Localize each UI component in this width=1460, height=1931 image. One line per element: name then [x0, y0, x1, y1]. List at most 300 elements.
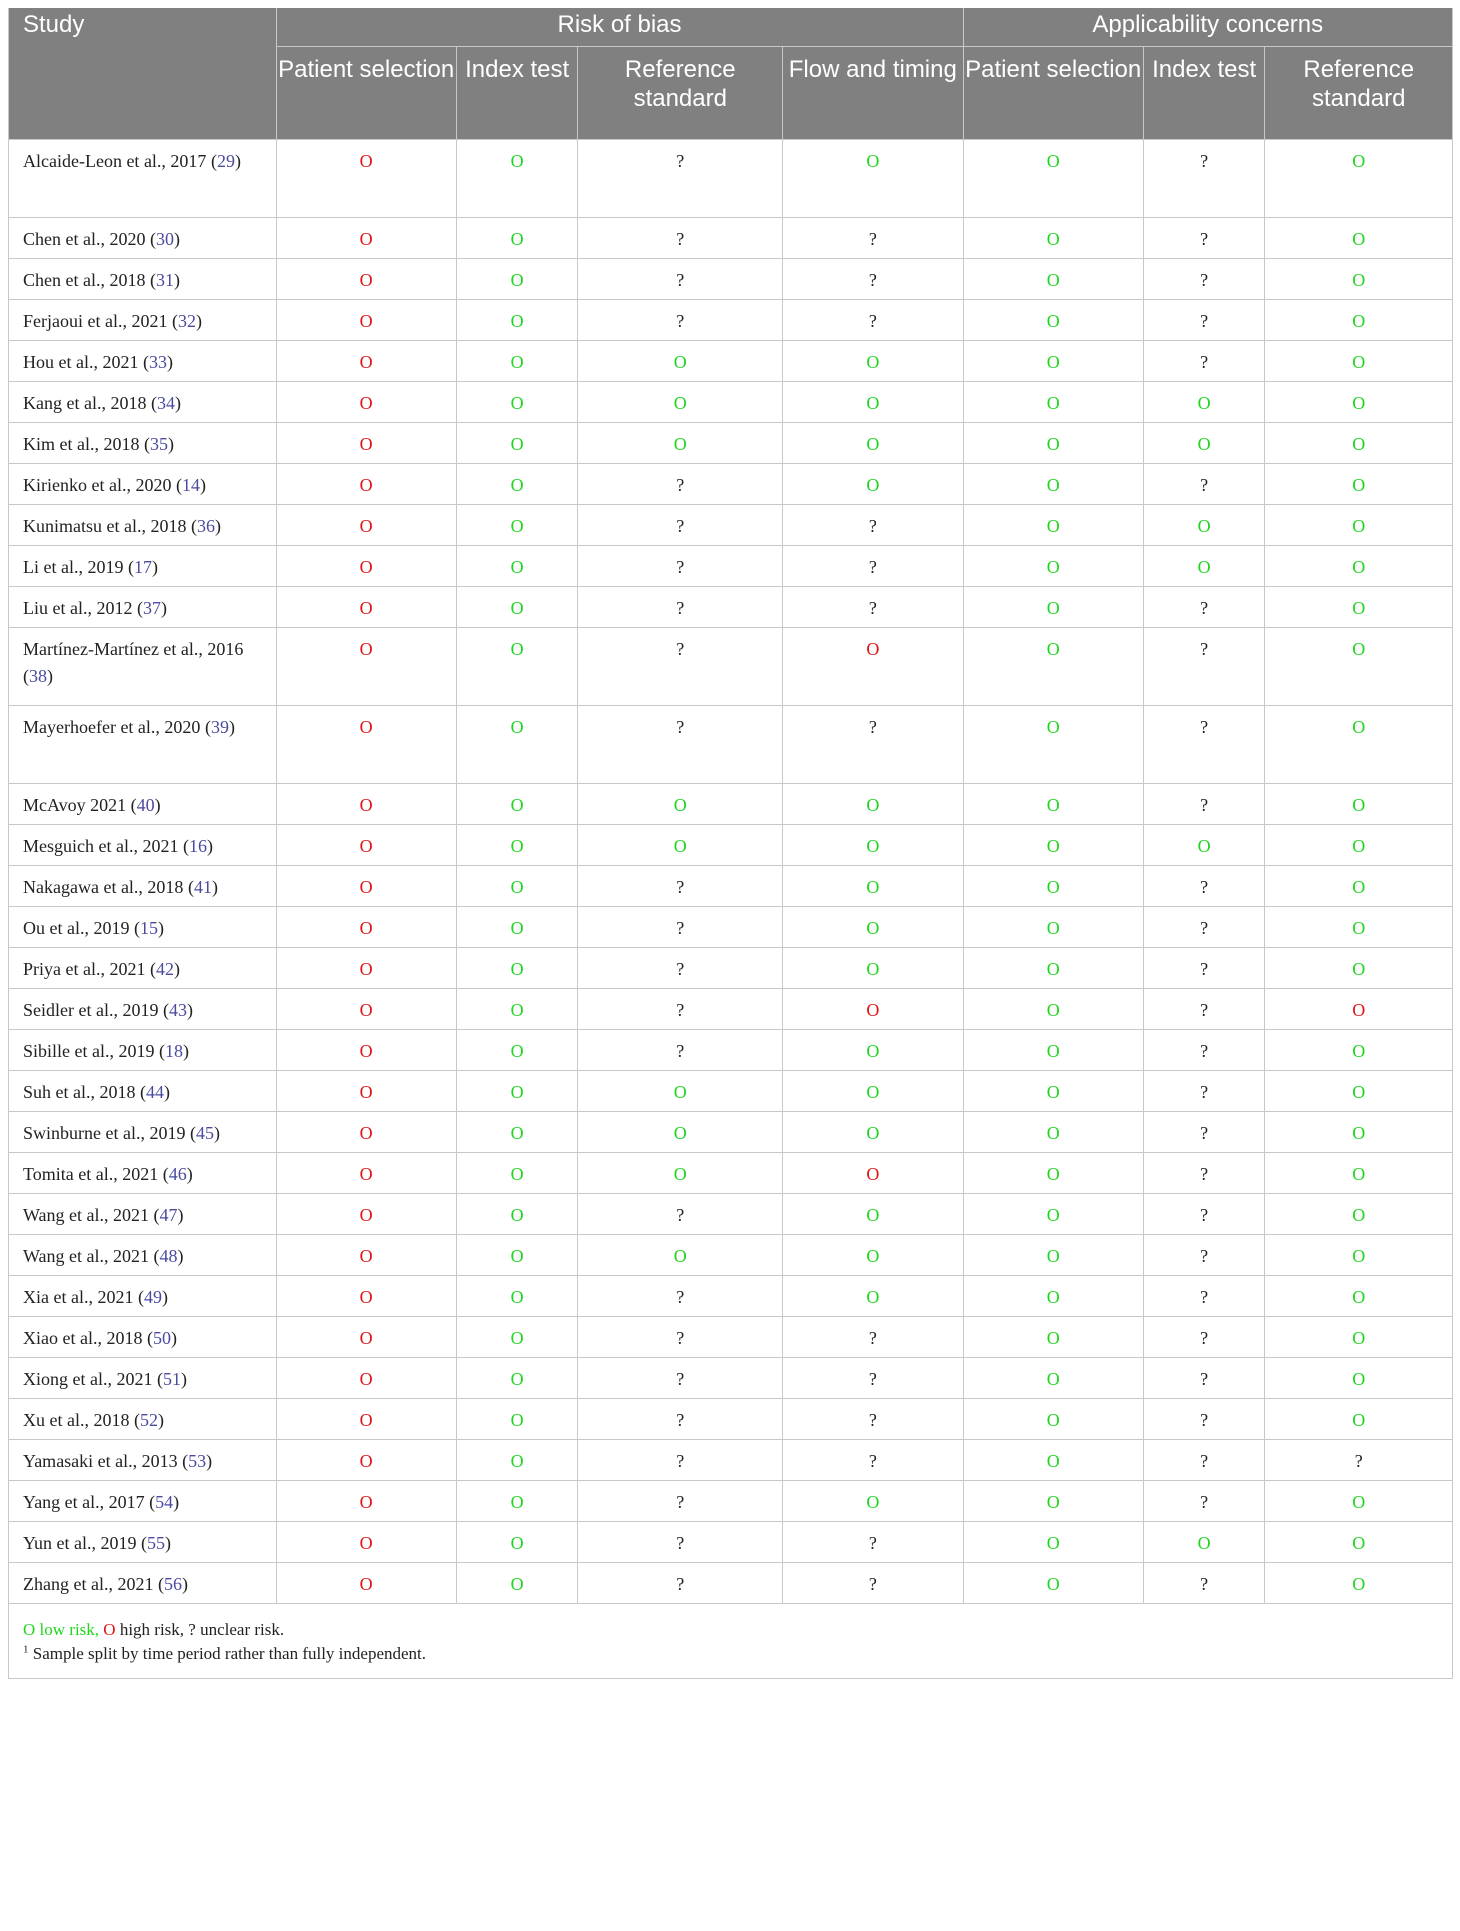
reference-link[interactable]: 48: [159, 1246, 178, 1266]
rating-index-test-low: O: [456, 989, 578, 1030]
rating-app-reference-standard-high: O: [1265, 989, 1453, 1030]
rating-app-index-test-unclear: ?: [1143, 1071, 1265, 1112]
header-col-patient-selection: Patient selection: [276, 47, 456, 140]
study-cell: Xiao et al., 2018 (50): [9, 1317, 277, 1358]
rating-reference-standard-unclear: ?: [578, 1440, 783, 1481]
study-name: Mayerhoefer et al., 2020: [23, 717, 201, 737]
reference-link[interactable]: 55: [146, 1533, 165, 1553]
study-name: Xiong et al., 2021: [23, 1369, 153, 1389]
rating-app-patient-selection-low: O: [963, 948, 1143, 989]
study-cell: Xiong et al., 2021 (51): [9, 1358, 277, 1399]
rating-flow-and-timing-high: O: [783, 1153, 963, 1194]
rating-index-test-low: O: [456, 1276, 578, 1317]
rating-app-index-test-unclear: ?: [1143, 464, 1265, 505]
rating-app-reference-standard-low: O: [1265, 259, 1453, 300]
rating-index-test-low: O: [456, 341, 578, 382]
rating-index-test-low: O: [456, 587, 578, 628]
table-row: [9, 825, 1453, 866]
table-header: [9, 8, 1453, 140]
legend-line: [23, 1618, 1438, 1642]
rating-app-reference-standard-low: O: [1265, 546, 1453, 587]
table-row: [9, 907, 1453, 948]
rating-patient-selection-high: O: [276, 866, 456, 907]
rating-index-test-low: O: [456, 825, 578, 866]
rating-app-patient-selection-low: O: [963, 423, 1143, 464]
reference-link[interactable]: 47: [159, 1205, 178, 1225]
rating-index-test-low: O: [456, 505, 578, 546]
reference-link[interactable]: 54: [155, 1492, 174, 1512]
reference-link[interactable]: 40: [136, 795, 155, 815]
study-name: Hou et al., 2021: [23, 352, 139, 372]
reference-link[interactable]: 33: [148, 352, 167, 372]
table-row: [9, 948, 1453, 989]
rating-patient-selection-high: O: [276, 546, 456, 587]
rating-app-patient-selection-low: O: [963, 1153, 1143, 1194]
rating-app-reference-standard-low: O: [1265, 1030, 1453, 1071]
rating-index-test-low: O: [456, 706, 578, 784]
rating-patient-selection-high: O: [276, 989, 456, 1030]
table-row: [9, 259, 1453, 300]
study-name: Kang et al., 2018: [23, 393, 147, 413]
rating-app-patient-selection-low: O: [963, 1522, 1143, 1563]
rating-app-reference-standard-low: O: [1265, 1112, 1453, 1153]
study-cell: McAvoy 2021 (40): [9, 784, 277, 825]
rating-index-test-low: O: [456, 948, 578, 989]
table-row: [9, 423, 1453, 464]
rating-reference-standard-unclear: ?: [578, 628, 783, 706]
rating-index-test-low: O: [456, 423, 578, 464]
study-cell: Yun et al., 2019 (55): [9, 1522, 277, 1563]
reference-link[interactable]: 34: [156, 393, 175, 413]
rating-reference-standard-unclear: ?: [578, 1399, 783, 1440]
reference-link[interactable]: 56: [163, 1574, 182, 1594]
rating-app-reference-standard-low: O: [1265, 1522, 1453, 1563]
table-row: [9, 1317, 1453, 1358]
rating-index-test-low: O: [456, 1440, 578, 1481]
rating-patient-selection-high: O: [276, 1112, 456, 1153]
note-marker: 1: [23, 1643, 29, 1656]
legend-high-symbol: O: [103, 1620, 116, 1639]
rating-flow-and-timing-unclear: ?: [783, 1563, 963, 1604]
legend-low-text: low risk,: [35, 1620, 100, 1639]
reference-link[interactable]: 38: [29, 666, 47, 686]
rating-index-test-low: O: [456, 464, 578, 505]
rating-app-patient-selection-low: O: [963, 587, 1143, 628]
rating-patient-selection-high: O: [276, 825, 456, 866]
reference-link[interactable]: 14: [181, 475, 200, 495]
rating-app-reference-standard-low: O: [1265, 948, 1453, 989]
rating-index-test-low: O: [456, 300, 578, 341]
rating-app-reference-standard-low: O: [1265, 1276, 1453, 1317]
rating-app-reference-standard-low: O: [1265, 423, 1453, 464]
rating-flow-and-timing-low: O: [783, 464, 963, 505]
rating-reference-standard-unclear: ?: [578, 1030, 783, 1071]
rating-index-test-low: O: [456, 628, 578, 706]
rating-patient-selection-high: O: [276, 423, 456, 464]
study-name: Priya et al., 2021: [23, 959, 146, 979]
rating-index-test-low: O: [456, 1317, 578, 1358]
rating-app-index-test-unclear: ?: [1143, 1481, 1265, 1522]
table-row: [9, 382, 1453, 423]
rating-app-index-test-unclear: ?: [1143, 1276, 1265, 1317]
rating-app-patient-selection-low: O: [963, 784, 1143, 825]
rating-reference-standard-unclear: ?: [578, 464, 783, 505]
rating-reference-standard-unclear: ?: [578, 259, 783, 300]
rating-app-patient-selection-low: O: [963, 1276, 1143, 1317]
rating-reference-standard-low: O: [578, 825, 783, 866]
rating-app-reference-standard-low: O: [1265, 1358, 1453, 1399]
rating-patient-selection-high: O: [276, 1030, 456, 1071]
rating-app-patient-selection-low: O: [963, 341, 1143, 382]
study-cell: Xu et al., 2018 (52): [9, 1399, 277, 1440]
rating-app-reference-standard-low: O: [1265, 218, 1453, 259]
rating-reference-standard-unclear: ?: [578, 1481, 783, 1522]
reference-link[interactable]: 17: [133, 557, 152, 577]
rating-index-test-low: O: [456, 1153, 578, 1194]
rating-app-index-test-low: O: [1143, 546, 1265, 587]
study-cell: Kunimatsu et al., 2018 (36): [9, 505, 277, 546]
rating-app-reference-standard-low: O: [1265, 587, 1453, 628]
rating-app-index-test-unclear: ?: [1143, 1153, 1265, 1194]
rating-index-test-low: O: [456, 140, 578, 218]
rating-app-index-test-unclear: ?: [1143, 1030, 1265, 1071]
rating-index-test-low: O: [456, 1522, 578, 1563]
study-cell: Priya et al., 2021 (42): [9, 948, 277, 989]
study-name: Suh et al., 2018: [23, 1082, 136, 1102]
study-cell: Chen et al., 2018 (31): [9, 259, 277, 300]
rating-reference-standard-unclear: ?: [578, 1358, 783, 1399]
rating-flow-and-timing-unclear: ?: [783, 546, 963, 587]
study-name: Yang et al., 2017: [23, 1492, 145, 1512]
rating-app-reference-standard-low: O: [1265, 866, 1453, 907]
header-risk-of-bias: Risk of bias: [276, 8, 963, 47]
study-cell: Kang et al., 2018 (34): [9, 382, 277, 423]
legend-low-symbol: O: [23, 1620, 36, 1639]
table-row: [9, 628, 1453, 706]
rating-index-test-low: O: [456, 1399, 578, 1440]
rating-app-patient-selection-low: O: [963, 866, 1143, 907]
study-name: Kirienko et al., 2020: [23, 475, 172, 495]
rating-reference-standard-unclear: ?: [578, 546, 783, 587]
rating-reference-standard-unclear: ?: [578, 907, 783, 948]
study-name: Wang et al., 2021: [23, 1205, 150, 1225]
study-cell: Sibille et al., 2019 (18): [9, 1030, 277, 1071]
reference-link[interactable]: 18: [164, 1041, 183, 1061]
rating-app-reference-standard-low: O: [1265, 300, 1453, 341]
table-row: [9, 1481, 1453, 1522]
rating-app-patient-selection-low: O: [963, 628, 1143, 706]
study-cell: Li et al., 2019 (17): [9, 546, 277, 587]
table-row: [9, 1153, 1453, 1194]
table-row: [9, 784, 1453, 825]
reference-link[interactable]: 16: [188, 836, 207, 856]
reference-link[interactable]: 36: [196, 516, 215, 536]
rating-app-reference-standard-low: O: [1265, 1194, 1453, 1235]
rating-app-reference-standard-low: O: [1265, 1071, 1453, 1112]
rating-app-reference-standard-low: O: [1265, 341, 1453, 382]
rating-flow-and-timing-low: O: [783, 1112, 963, 1153]
study-name: Seidler et al., 2019: [23, 1000, 159, 1020]
rating-flow-and-timing-unclear: ?: [783, 706, 963, 784]
rating-app-index-test-unclear: ?: [1143, 218, 1265, 259]
table-row: [9, 706, 1453, 784]
note-line: [23, 1642, 1438, 1666]
rating-app-index-test-unclear: ?: [1143, 1317, 1265, 1358]
table-row: [9, 546, 1453, 587]
rating-flow-and-timing-low: O: [783, 825, 963, 866]
rating-patient-selection-high: O: [276, 1358, 456, 1399]
rating-reference-standard-unclear: ?: [578, 140, 783, 218]
rating-app-patient-selection-low: O: [963, 1071, 1143, 1112]
rating-flow-and-timing-unclear: ?: [783, 1440, 963, 1481]
rating-app-patient-selection-low: O: [963, 505, 1143, 546]
rating-reference-standard-unclear: ?: [578, 1522, 783, 1563]
rating-flow-and-timing-low: O: [783, 1276, 963, 1317]
rating-index-test-low: O: [456, 1235, 578, 1276]
rating-patient-selection-high: O: [276, 784, 456, 825]
rating-app-reference-standard-low: O: [1265, 464, 1453, 505]
rating-reference-standard-unclear: ?: [578, 989, 783, 1030]
table-row: [9, 1112, 1453, 1153]
table-footer: [9, 1604, 1453, 1679]
rating-reference-standard-unclear: ?: [578, 1317, 783, 1358]
reference-link[interactable]: 50: [152, 1328, 171, 1348]
rating-app-reference-standard-low: O: [1265, 382, 1453, 423]
quadas-table-container: [8, 8, 1453, 1679]
study-name: Swinburne et al., 2019: [23, 1123, 186, 1143]
rating-app-index-test-unclear: ?: [1143, 341, 1265, 382]
study-cell: Yang et al., 2017 (54): [9, 1481, 277, 1522]
table-row: [9, 1399, 1453, 1440]
rating-index-test-low: O: [456, 1481, 578, 1522]
reference-link[interactable]: 32: [177, 311, 196, 331]
rating-flow-and-timing-low: O: [783, 140, 963, 218]
study-name: Ou et al., 2019: [23, 918, 130, 938]
rating-flow-and-timing-low: O: [783, 1071, 963, 1112]
rating-patient-selection-high: O: [276, 1440, 456, 1481]
study-name: Nakagawa et al., 2018: [23, 877, 184, 897]
rating-app-index-test-unclear: ?: [1143, 587, 1265, 628]
study-cell: Seidler et al., 2019 (43): [9, 989, 277, 1030]
study-cell: Kim et al., 2018 (35): [9, 423, 277, 464]
rating-app-reference-standard-low: O: [1265, 1235, 1453, 1276]
reference-link[interactable]: 49: [143, 1287, 162, 1307]
rating-index-test-low: O: [456, 1071, 578, 1112]
rating-app-patient-selection-low: O: [963, 1440, 1143, 1481]
reference-link[interactable]: 15: [139, 918, 158, 938]
study-name: Ferjaoui et al., 2021: [23, 311, 168, 331]
rating-index-test-low: O: [456, 382, 578, 423]
rating-flow-and-timing-low: O: [783, 423, 963, 464]
rating-index-test-low: O: [456, 1563, 578, 1604]
rating-app-index-test-unclear: ?: [1143, 1358, 1265, 1399]
rating-app-patient-selection-low: O: [963, 300, 1143, 341]
study-name: Yamasaki et al., 2013: [23, 1451, 178, 1471]
rating-flow-and-timing-low: O: [783, 948, 963, 989]
rating-patient-selection-high: O: [276, 1317, 456, 1358]
note-text: Sample split by time period rather than fully independent.: [28, 1644, 427, 1663]
rating-app-index-test-low: O: [1143, 505, 1265, 546]
reference-link[interactable]: 44: [146, 1082, 164, 1102]
table-row: [9, 587, 1453, 628]
rating-app-index-test-unclear: ?: [1143, 1235, 1265, 1276]
rating-app-index-test-low: O: [1143, 825, 1265, 866]
rating-app-reference-standard-low: O: [1265, 907, 1453, 948]
study-cell: Wang et al., 2021 (47): [9, 1194, 277, 1235]
rating-patient-selection-high: O: [276, 1153, 456, 1194]
study-cell: Suh et al., 2018 (44): [9, 1071, 277, 1112]
reference-link[interactable]: 31: [155, 270, 174, 290]
rating-reference-standard-low: O: [578, 784, 783, 825]
rating-flow-and-timing-low: O: [783, 866, 963, 907]
study-cell: Hou et al., 2021 (33): [9, 341, 277, 382]
rating-app-index-test-unclear: ?: [1143, 628, 1265, 706]
rating-reference-standard-low: O: [578, 423, 783, 464]
rating-app-index-test-low: O: [1143, 1522, 1265, 1563]
rating-app-reference-standard-low: O: [1265, 1481, 1453, 1522]
rating-app-index-test-unclear: ?: [1143, 300, 1265, 341]
study-name: Chen et al., 2020: [23, 229, 146, 249]
table-row: [9, 1071, 1453, 1112]
study-cell: Nakagawa et al., 2018 (41): [9, 866, 277, 907]
table-row: [9, 1522, 1453, 1563]
rating-app-reference-standard-low: O: [1265, 628, 1453, 706]
rating-flow-and-timing-low: O: [783, 1030, 963, 1071]
study-name: Sibille et al., 2019: [23, 1041, 155, 1061]
rating-reference-standard-unclear: ?: [578, 1563, 783, 1604]
study-cell: Ferjaoui et al., 2021 (32): [9, 300, 277, 341]
rating-app-patient-selection-low: O: [963, 1563, 1143, 1604]
table-row: [9, 1563, 1453, 1604]
rating-app-patient-selection-low: O: [963, 218, 1143, 259]
study-cell: Alcaide-Leon et al., 2017 (29): [9, 140, 277, 218]
reference-link[interactable]: 41: [193, 877, 212, 897]
rating-app-patient-selection-low: O: [963, 989, 1143, 1030]
study-cell: Swinburne et al., 2019 (45): [9, 1112, 277, 1153]
rating-patient-selection-high: O: [276, 587, 456, 628]
rating-app-index-test-unclear: ?: [1143, 866, 1265, 907]
rating-reference-standard-unclear: ?: [578, 866, 783, 907]
reference-link[interactable]: 42: [155, 959, 174, 979]
study-cell: Liu et al., 2012 (37): [9, 587, 277, 628]
rating-flow-and-timing-unclear: ?: [783, 505, 963, 546]
rating-patient-selection-high: O: [276, 948, 456, 989]
header-study: Study: [9, 8, 277, 140]
rating-flow-and-timing-unclear: ?: [783, 1522, 963, 1563]
rating-app-reference-standard-low: O: [1265, 706, 1453, 784]
rating-app-reference-standard-low: O: [1265, 1399, 1453, 1440]
rating-flow-and-timing-unclear: ?: [783, 259, 963, 300]
study-cell: Tomita et al., 2021 (46): [9, 1153, 277, 1194]
reference-link[interactable]: 29: [216, 151, 235, 171]
study-cell: Mesguich et al., 2021 (16): [9, 825, 277, 866]
study-name: Kunimatsu et al., 2018: [23, 516, 187, 536]
reference-link[interactable]: 37: [142, 598, 161, 618]
rating-app-index-test-unclear: ?: [1143, 1399, 1265, 1440]
rating-index-test-low: O: [456, 1358, 578, 1399]
rating-app-index-test-low: O: [1143, 382, 1265, 423]
rating-app-reference-standard-low: O: [1265, 1563, 1453, 1604]
study-cell: Martínez-Martínez et al., 2016 (38): [9, 628, 277, 706]
study-name: Wang et al., 2021: [23, 1246, 150, 1266]
rating-app-patient-selection-low: O: [963, 1112, 1143, 1153]
reference-link[interactable]: 46: [168, 1164, 187, 1184]
study-name: Zhang et al., 2021: [23, 1574, 154, 1594]
rating-app-patient-selection-low: O: [963, 1235, 1143, 1276]
rating-flow-and-timing-low: O: [783, 784, 963, 825]
reference-link[interactable]: 51: [162, 1369, 181, 1389]
rating-reference-standard-low: O: [578, 1235, 783, 1276]
rating-reference-standard-low: O: [578, 382, 783, 423]
rating-patient-selection-high: O: [276, 300, 456, 341]
study-cell: Wang et al., 2021 (48): [9, 1235, 277, 1276]
rating-app-reference-standard-unclear: ?: [1265, 1440, 1453, 1481]
study-cell: Zhang et al., 2021 (56): [9, 1563, 277, 1604]
rating-index-test-low: O: [456, 907, 578, 948]
rating-patient-selection-high: O: [276, 1522, 456, 1563]
study-cell: Ou et al., 2019 (15): [9, 907, 277, 948]
reference-link[interactable]: 39: [210, 717, 229, 737]
rating-app-index-test-unclear: ?: [1143, 1563, 1265, 1604]
rating-reference-standard-unclear: ?: [578, 218, 783, 259]
rating-app-reference-standard-low: O: [1265, 1153, 1453, 1194]
rating-flow-and-timing-unclear: ?: [783, 1399, 963, 1440]
study-name: Chen et al., 2018: [23, 270, 146, 290]
rating-app-index-test-unclear: ?: [1143, 140, 1265, 218]
table-row: [9, 1358, 1453, 1399]
rating-reference-standard-unclear: ?: [578, 505, 783, 546]
footnote: [9, 1604, 1453, 1679]
rating-app-index-test-unclear: ?: [1143, 1194, 1265, 1235]
rating-reference-standard-unclear: ?: [578, 1276, 783, 1317]
rating-patient-selection-high: O: [276, 907, 456, 948]
rating-index-test-low: O: [456, 546, 578, 587]
header-col-flow-and-timing: Flow and timing: [783, 47, 963, 140]
study-cell: Yamasaki et al., 2013 (53): [9, 1440, 277, 1481]
rating-reference-standard-low: O: [578, 1112, 783, 1153]
rating-index-test-low: O: [456, 784, 578, 825]
header-col-reference-standard-app: Reference standard: [1265, 47, 1453, 140]
rating-app-patient-selection-low: O: [963, 140, 1143, 218]
rating-patient-selection-high: O: [276, 140, 456, 218]
reference-link[interactable]: 45: [195, 1123, 214, 1143]
study-name: Xiao et al., 2018: [23, 1328, 143, 1348]
rating-reference-standard-low: O: [578, 1153, 783, 1194]
reference-link[interactable]: 35: [149, 434, 168, 454]
rating-patient-selection-high: O: [276, 1563, 456, 1604]
rating-patient-selection-high: O: [276, 706, 456, 784]
study-cell: Chen et al., 2020 (30): [9, 218, 277, 259]
rating-reference-standard-unclear: ?: [578, 587, 783, 628]
reference-link[interactable]: 30: [155, 229, 174, 249]
rating-flow-and-timing-low: O: [783, 382, 963, 423]
rating-patient-selection-high: O: [276, 218, 456, 259]
rating-app-patient-selection-low: O: [963, 1194, 1143, 1235]
study-name: Alcaide-Leon et al., 2017: [23, 151, 207, 171]
reference-link[interactable]: 52: [139, 1410, 158, 1430]
rating-index-test-low: O: [456, 259, 578, 300]
reference-link[interactable]: 43: [168, 1000, 187, 1020]
rating-flow-and-timing-low: O: [783, 1194, 963, 1235]
rating-flow-and-timing-unclear: ?: [783, 1358, 963, 1399]
study-name: Yun et al., 2019: [23, 1533, 137, 1553]
study-name: McAvoy 2021: [23, 795, 127, 815]
rating-flow-and-timing-high: O: [783, 628, 963, 706]
rating-patient-selection-high: O: [276, 1235, 456, 1276]
rating-app-patient-selection-low: O: [963, 1481, 1143, 1522]
rating-patient-selection-high: O: [276, 464, 456, 505]
reference-link[interactable]: 53: [188, 1451, 207, 1471]
